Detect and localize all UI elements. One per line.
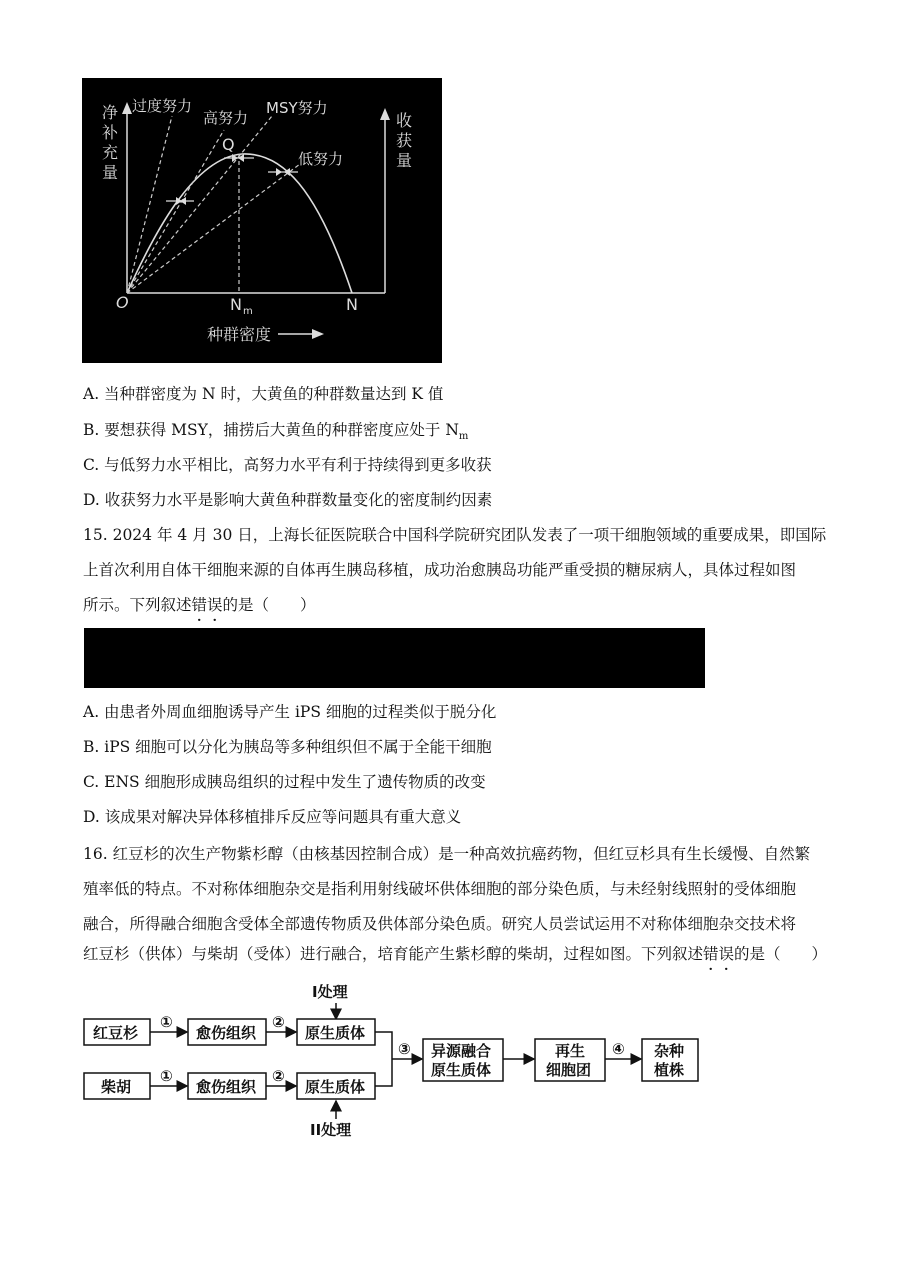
- harvest-effort-figure: [82, 78, 442, 363]
- q15-emphasis-char-1: 错: [191, 596, 208, 614]
- label-low-effort: 低努力: [298, 150, 344, 168]
- q15-option-c: C. ENS 细胞形成胰岛组织的过程中发生了遗传物质的改变: [83, 773, 486, 791]
- q16-emphasis-char-1: 错: [703, 945, 719, 963]
- step-2-bottom-label: ②: [272, 1067, 285, 1085]
- q15-option-b: B. iPS 细胞可以分化为胰岛等多种组织但不属于全能干细胞: [83, 738, 492, 756]
- ylabel-left-3: 充: [102, 143, 119, 162]
- ylabel-right-3: 量: [396, 151, 413, 170]
- q15-stem-bracket: 的是（ ）: [222, 596, 316, 614]
- q15-stem-line-2: 上首次利用自体干细胞来源的自体再生胰岛移植，成功治愈胰岛功能严重受损的糖尿病人，具体过程如图: [83, 561, 797, 579]
- ylabel-left-4: 量: [102, 163, 119, 182]
- label-excess-effort: 过度努力: [132, 97, 193, 115]
- msy-effort-line: [127, 116, 272, 293]
- harvest-effort-chart: [82, 78, 442, 363]
- xlabel-arrow-head: [312, 329, 324, 339]
- net-recruitment-curve: [127, 154, 352, 293]
- q16-stem-line-2: 殖率低的特点。不对称体细胞杂交是指利用射线破坏供体细胞的部分染色质，与未经射线照射的受体细胞: [83, 880, 797, 898]
- excess-effort-line: [127, 116, 172, 293]
- q15-figure-placeholder: [84, 628, 705, 688]
- box-callus-bottom-label: 愈伤组织: [196, 1078, 257, 1096]
- low-effort-line: [127, 164, 300, 293]
- q16-stem-line-3: 融合，所得融合细胞含受体全部遗传物质及供体部分染色质。研究人员尝试运用不对称体细胞杂交技术将: [83, 915, 797, 933]
- q14-option-a: A. 当种群密度为 N 时，大黄鱼的种群数量达到 K 值: [83, 385, 444, 403]
- label-nm-sub: m: [243, 306, 253, 317]
- label-msy-effort: MSY努力: [266, 99, 328, 117]
- box-regeneration-line-1: 再生: [555, 1042, 586, 1060]
- merge-bracket: [375, 1032, 392, 1086]
- q15-stem-line-3: [83, 594, 316, 616]
- step-1-top-label: ①: [160, 1013, 173, 1031]
- box-hongdoushan-label: 红豆杉: [93, 1024, 139, 1042]
- q15-stem-text: 所示。下列叙述: [83, 596, 192, 614]
- box-hybrid-line-1: 杂种: [654, 1042, 685, 1060]
- q14-option-b: [83, 419, 468, 448]
- q14-option-b-text: B. 要想获得 MSY，捕捞后大黄鱼的种群密度应处于 N: [83, 421, 459, 439]
- ylabel-right-2: 获: [396, 131, 413, 150]
- q14-option-c: C. 与低努力水平相比，高努力水平有利于持续得到更多收获: [83, 456, 492, 474]
- step-2-top-label: ②: [272, 1013, 285, 1031]
- box-hybrid-line-2: 植株: [654, 1061, 685, 1079]
- y-axis-left-arrow: [122, 102, 132, 114]
- ylabel-left-1: 净: [102, 103, 119, 122]
- box-fusion-line-1: 异源融合: [431, 1042, 492, 1060]
- label-high-effort: 高努力: [203, 109, 249, 127]
- q14-option-d: D. 收获努力水平是影响大黄鱼种群数量变化的密度制约因素: [83, 491, 493, 509]
- box-fusion-line-2: 原生质体: [431, 1061, 492, 1079]
- q15-option-a: A. 由患者外周血细胞诱导产生 iPS 细胞的过程类似于脱分化: [83, 703, 497, 721]
- equilibrium-marker-low: [268, 168, 298, 176]
- q16-stem-bracket: 的是（ ）: [734, 945, 828, 963]
- y-axis-right-arrow: [380, 108, 390, 120]
- box-callus-top-label: 愈伤组织: [196, 1024, 257, 1042]
- high-effort-line: [127, 130, 224, 293]
- q16-flow-diagram: [0, 975, 900, 1145]
- treatment-1-label: I处理: [312, 983, 348, 1001]
- q15-option-d: D. 该成果对解决异体移植排斥反应等问题具有重大意义: [83, 808, 462, 826]
- q16-stem-line-1: 16. 红豆杉的次生产物紫杉醇（由核基因控制合成）是一种高效抗癌药物，但红豆杉具有生长缓慢、自然繁: [83, 845, 811, 863]
- box-regeneration-line-2: 细胞团: [546, 1061, 592, 1079]
- box-chaihu-label: 柴胡: [101, 1078, 132, 1096]
- q14-option-b-sub: m: [458, 431, 469, 443]
- label-origin: O: [116, 293, 129, 312]
- q16-emphasis-char-2: 误: [718, 945, 735, 963]
- ylabel-right-1: 收: [396, 111, 413, 130]
- step-4-label: ④: [612, 1040, 625, 1058]
- label-q: Q: [222, 135, 235, 154]
- step-3-label: ③: [398, 1040, 411, 1058]
- q15-emphasis-char-2: 误: [207, 596, 223, 614]
- label-nm: N: [230, 295, 242, 314]
- q15-stem-line-1: 15. 2024 年 4 月 30 日，上海长征医院联合中国科学院研究团队发表了一项干细胞领域的重要成果，即国际: [83, 526, 827, 544]
- ylabel-left-2: 补: [102, 123, 119, 142]
- box-protoplast-top-label: 原生质体: [305, 1024, 366, 1042]
- label-n: N: [346, 295, 358, 314]
- step-1-bottom-label: ①: [160, 1067, 173, 1085]
- xlabel: 种群密度: [207, 325, 272, 344]
- box-protoplast-bottom-label: 原生质体: [305, 1078, 366, 1096]
- q16-stem-line-4: [83, 943, 827, 965]
- treatment-2-label: II处理: [310, 1121, 352, 1139]
- q16-stem-text: 红豆杉（供体）与柴胡（受体）进行融合，培育能产生紫杉醇的柴胡，过程如图。下列叙述: [83, 945, 704, 963]
